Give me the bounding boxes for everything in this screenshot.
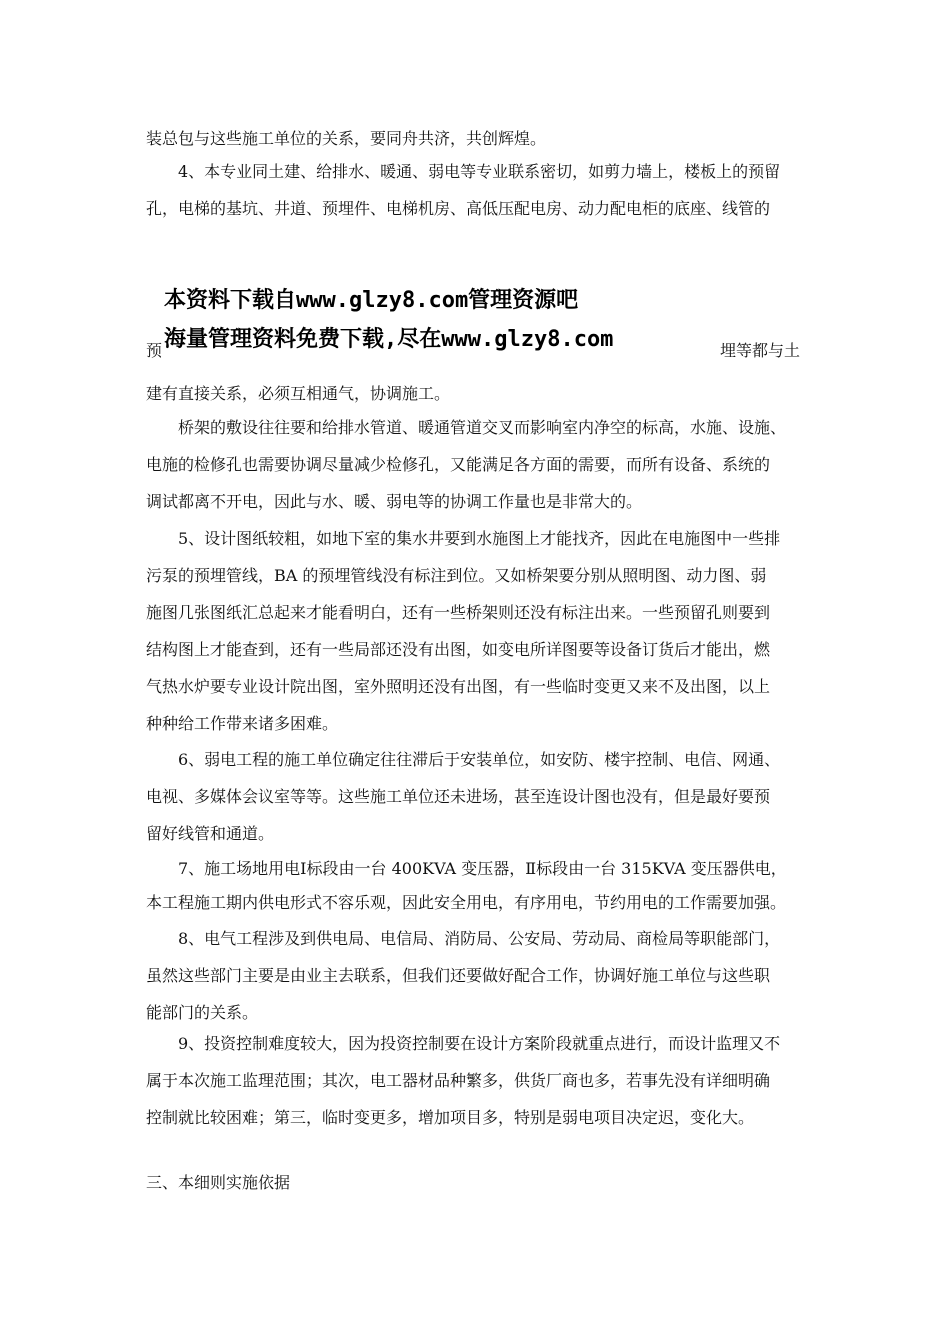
paragraph-line: 控制就比较困难；第三，临时变更多，增加项目多，特别是弱电项目决定迟，变化大。 (146, 1108, 755, 1127)
paragraph-line: 桥架的敷设往往要和给排水管道、暖通管道交叉而影响室内净空的标高，水施、设施、 (178, 418, 787, 437)
paragraph-line: 6、弱电工程的施工单位确定往往滞后于安装单位，如安防、楼宇控制、电信、网通、 (178, 750, 781, 769)
paragraph-line: 种种给工作带来诸多困难。 (146, 714, 339, 733)
paragraph-line: 9、投资控制难度较大，因为投资控制要在设计方案阶段就重点进行，而设计监理又不 (178, 1034, 781, 1053)
paragraph-line: 污泵的预埋管线，BA 的预埋管线没有标注到位。又如桥架要分别从照明图、动力图、弱 (146, 566, 767, 585)
paragraph-line: 结构图上才能查到，还有一些局部还没有出图，如变电所详图要等设备订货后才能出，燃 (146, 640, 771, 659)
paragraph-line: 5、设计图纸较粗，如地下室的集水井要到水施图上才能找齐，因此在电施图中一些排 (178, 529, 781, 548)
paragraph-line: 能部门的关系。 (146, 1003, 259, 1022)
paragraph-line: 8、电气工程涉及到供电局、电信局、消防局、公安局、劳动局、商检局等职能部门， (178, 929, 781, 948)
watermark-line-2: 海量管理资料免费下载,尽在www.glzy8.com (164, 327, 614, 352)
paragraph-line: 施图几张图纸汇总起来才能看明白，还有一些桥架则还没有标注出来。一些预留孔则要到 (146, 603, 771, 622)
paragraph-line: 本工程施工期内供电形式不容乐观，因此安全用电，有序用电，节约用电的工作需要加强。 (146, 893, 787, 912)
paragraph-line: 建有直接关系，必须互相通气，协调施工。 (146, 384, 451, 403)
watermark-line-1: 本资料下载自www.glzy8.com管理资源吧 (164, 288, 579, 313)
paragraph-line: 7、施工场地用电Ⅰ标段由一台 400KVA 变压器，Ⅱ标段由一台 315KVA 变压器供电， (178, 859, 787, 878)
paragraph-fragment-left: 预 (146, 341, 163, 360)
paragraph-line: 装总包与这些施工单位的关系，要同舟共济，共创辉煌。 (146, 129, 547, 148)
paragraph-line: 属于本次施工监理范围；其次，电工器材品种繁多，供货厂商也多，若事先没有详细明确 (146, 1071, 771, 1090)
paragraph-line: 电视、多媒体会议室等等。这些施工单位还未进场，甚至连设计图也没有，但是最好要预 (146, 787, 771, 806)
paragraph-line: 调试都离不开电，因此与水、暖、弱电等的协调工作量也是非常大的。 (146, 492, 643, 511)
paragraph-line: 气热水炉要专业设计院出图，室外照明还没有出图，有一些临时变更又来不及出图，以上 (146, 677, 771, 696)
paragraph-line: 虽然这些部门主要是由业主去联系，但我们还要做好配合工作，协调好施工单位与这些职 (146, 966, 771, 985)
paragraph-line: 留好线管和通道。 (146, 824, 275, 843)
paragraph-line: 电施的检修孔也需要协调尽量减少检修孔，又能满足各方面的需要，而所有设备、系统的 (146, 455, 771, 474)
paragraph-line: 孔，电梯的基坑、井道、预埋件、电梯机房、高低压配电房、动力配电柜的底座、线管的 (146, 199, 771, 218)
section-heading: 三、本细则实施依据 (146, 1173, 291, 1192)
paragraph-line: 4、本专业同土建、给排水、暖通、弱电等专业联系密切，如剪力墙上，楼板上的预留 (178, 162, 781, 181)
paragraph-fragment-right: 埋等都与土 (720, 341, 801, 360)
